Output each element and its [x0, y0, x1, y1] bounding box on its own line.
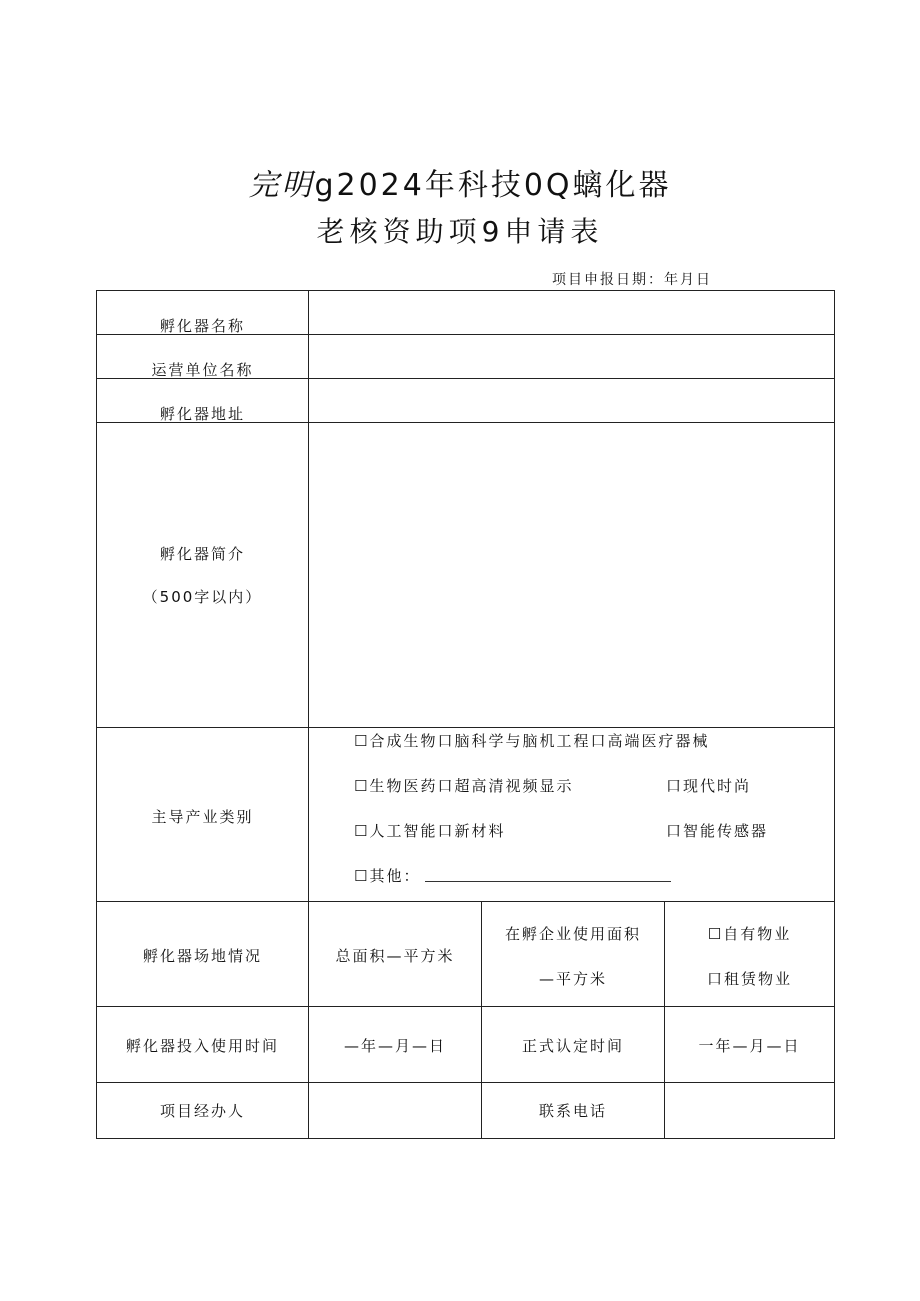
- operator-label: 运营单位名称: [151, 361, 254, 379]
- phone-label: 联系电话: [538, 1102, 607, 1120]
- industry-option-line1[interactable]: ☐合成生物口脑科学与脑机工程口高端医疗器械: [354, 732, 710, 750]
- incubator-area-label: 在孵企业使用面积: [504, 925, 641, 943]
- handler-label: 项目经办人: [159, 1102, 245, 1120]
- handler-input-cell[interactable]: [308, 1082, 482, 1139]
- other-fill-line[interactable]: [425, 881, 671, 882]
- form-title-line2: 老核资助项9申请表: [316, 215, 604, 248]
- phone-label-cell: [481, 1082, 665, 1139]
- phone-input-cell[interactable]: [664, 1082, 835, 1139]
- handler-label-cell: [96, 1082, 309, 1139]
- cert-value-cell[interactable]: [664, 1006, 835, 1083]
- incubator-area-cell[interactable]: [481, 901, 665, 1007]
- name-label: 孵化器名称: [159, 317, 245, 335]
- intro-label: 孵化器简介: [159, 545, 245, 563]
- title-prefix: 完明: [248, 168, 315, 203]
- intro-note: （500字以内）: [142, 588, 263, 606]
- industry-option-ai[interactable]: ☐人工智能口新材料: [354, 822, 506, 840]
- industry-label: 主导产业类别: [151, 808, 254, 826]
- address-input-cell[interactable]: [308, 378, 835, 423]
- industry-option-sensor[interactable]: 口智能传感器: [666, 822, 769, 840]
- use-time-label-cell: [96, 1006, 309, 1083]
- cert-label-cell: [481, 1006, 665, 1083]
- property-type-cell: [664, 901, 835, 1007]
- name-input-cell[interactable]: [308, 290, 835, 335]
- incubator-area-value: —平方米: [538, 970, 607, 988]
- intro-input-cell[interactable]: [308, 422, 835, 728]
- address-label-cell: [96, 378, 309, 423]
- cert-value: 一年—月—日: [698, 1037, 801, 1055]
- industry-option-fashion[interactable]: 口现代时尚: [666, 777, 752, 795]
- use-time-value-cell[interactable]: [308, 1006, 482, 1083]
- industry-option-biomed[interactable]: ☐生物医药口超高清视频显示: [354, 777, 574, 795]
- site-label-cell: [96, 901, 309, 1007]
- industry-label-cell: [96, 727, 309, 902]
- total-area-cell[interactable]: [308, 901, 482, 1007]
- title-rest: g2024年科技0Q螭化器: [314, 168, 672, 203]
- use-time-label: 孵化器投入使用时间: [125, 1037, 279, 1055]
- cert-label: 正式认定时间: [521, 1037, 624, 1055]
- form-title-line1: [0, 160, 920, 204]
- name-label-cell: [96, 290, 309, 335]
- own-property-option[interactable]: ☐自有物业: [707, 925, 792, 943]
- site-label: 孵化器场地情况: [142, 947, 262, 965]
- address-label: 孵化器地址: [159, 405, 245, 423]
- rent-property-option[interactable]: 口租赁物业: [706, 970, 792, 988]
- total-area: 总面积—平方米: [335, 947, 455, 965]
- use-time-value: —年—月—日: [343, 1037, 446, 1055]
- industry-option-other[interactable]: ☐其他：: [354, 867, 421, 885]
- operator-input-cell[interactable]: [308, 334, 835, 379]
- operator-label-cell: [96, 334, 309, 379]
- declare-date: 项目申报日期：年月日: [552, 272, 712, 288]
- intro-label-cell: [96, 422, 309, 728]
